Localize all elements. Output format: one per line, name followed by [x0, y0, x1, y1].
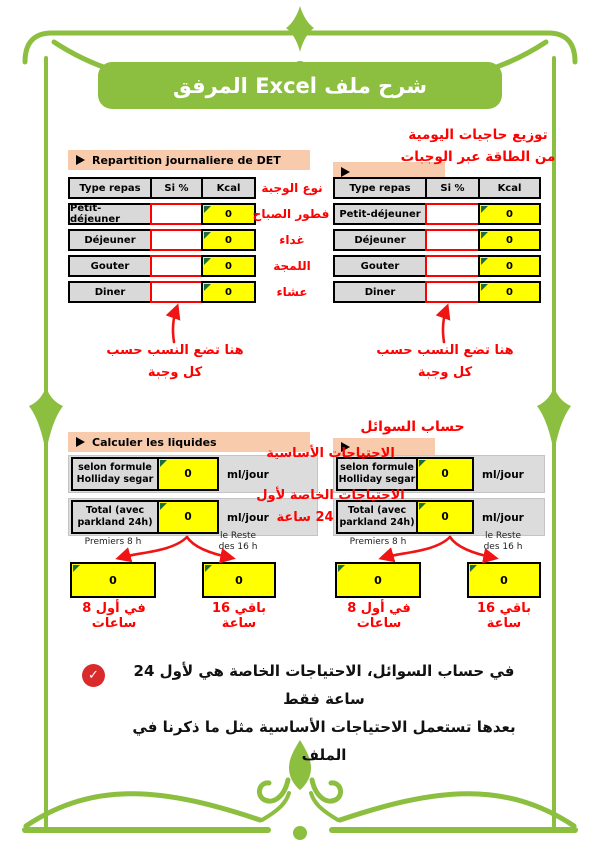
total-row-right: Total (avec parkland 24h) 0 ml/jour	[333, 498, 545, 536]
table-header-row	[68, 177, 256, 199]
formula-corner-icon	[419, 460, 426, 467]
formula-corner-icon	[204, 284, 211, 291]
table-row: Déjeuner 0	[333, 229, 541, 251]
annotation-percent-right: هنا تضع النسب حسب كل وجبة	[376, 343, 514, 380]
kcal-cell: 0	[201, 255, 256, 277]
holliday-row-left: selon formule Holliday segar 0 ml/jour	[68, 455, 318, 493]
footer-note: في حساب السوائل، الاحتياجات الخاصة هي لأول 24 ساعة فقط بعدها تستعمل الاحتياجات الأساسية مثل ما ذكرنا في الملف	[132, 662, 516, 764]
annotation-lunch: غداء	[279, 233, 305, 247]
formula-corner-icon	[160, 503, 167, 510]
si-input-cell	[425, 229, 480, 251]
si-input-cell	[425, 203, 480, 225]
arrow-bullet-icon	[76, 155, 85, 165]
formula-corner-icon	[419, 503, 426, 510]
table-row: Gouter 0	[68, 255, 256, 277]
annotation-rest-16h: باقي 16 ساعة	[211, 601, 267, 631]
section-header-repartition-left: Repartition journaliere de DET	[68, 150, 310, 170]
formula-corner-icon	[204, 206, 211, 213]
section-header-liquides-left: Calculer les liquides	[68, 432, 310, 452]
kcal-cell: 0	[201, 229, 256, 251]
first-8h-value-box: 0	[335, 562, 421, 598]
kcal-cell: 0	[478, 255, 541, 277]
col-si: Si %	[150, 177, 203, 199]
formula-corner-icon	[204, 258, 211, 265]
first-8h-value-box: 0	[70, 562, 156, 598]
annotation-meal-type: نوع الوجبة	[261, 181, 323, 195]
table-row: Petit-déjeuner 0	[68, 203, 256, 225]
value-cell: 0	[416, 457, 474, 491]
annotation-basic-needs: الاحتياجات الأساسية	[266, 446, 395, 461]
kcal-cell: 0	[478, 229, 541, 251]
holliday-row-right: selon formule Holliday segar 0 ml/jour	[333, 455, 545, 493]
formula-corner-icon	[204, 232, 211, 239]
formula-corner-icon	[481, 284, 488, 291]
annotation-breakfast: فطور الصباح	[252, 207, 330, 221]
col-si: Si %	[425, 177, 480, 199]
formula-corner-icon	[481, 232, 488, 239]
table-row: Diner 0	[333, 281, 541, 303]
annotation-first-8h: في أول 8 ساعات	[82, 601, 146, 631]
formula-corner-icon	[160, 460, 167, 467]
si-input-cell	[150, 229, 203, 251]
kcal-cell: 0	[201, 281, 256, 303]
formula-corner-icon	[73, 565, 80, 572]
si-input-cell	[425, 281, 480, 303]
table-row: Déjeuner 0	[68, 229, 256, 251]
si-input-cell	[150, 203, 203, 225]
checkmark-icon: ✓	[82, 664, 105, 687]
repartition-table-right	[333, 177, 541, 307]
annotation-rest-16h: باقي 16 ساعة	[476, 601, 532, 631]
rest-16h-value-box: 0	[467, 562, 541, 598]
col-kcal: Kcal	[478, 177, 541, 199]
table-row: Diner 0	[68, 281, 256, 303]
label-premiers-8h: Premiers 8 h	[84, 537, 142, 547]
si-input-cell	[150, 255, 203, 277]
label-premiers-8h: Premiers 8 h	[349, 537, 407, 547]
kcal-cell: 0	[201, 203, 256, 225]
formula-corner-icon	[481, 206, 488, 213]
label-reste-16h: le Reste des 16 h	[218, 531, 258, 552]
annotation-snack: اللمجة	[273, 259, 311, 273]
page-title-banner	[98, 62, 502, 109]
col-type-repas: Type repas	[333, 177, 427, 199]
formula-corner-icon	[205, 565, 212, 572]
value-cell: 0	[157, 457, 219, 491]
label-reste-16h: le Reste des 16 h	[483, 531, 523, 552]
col-kcal: Kcal	[201, 177, 256, 199]
table-header-row	[333, 177, 541, 199]
table-row: Petit-déjeuner 0	[333, 203, 541, 225]
total-row-left: Total (avec parkland 24h) 0 ml/jour	[68, 498, 318, 536]
annotation-first-8h: في أول 8 ساعات	[347, 601, 411, 631]
page-title: شرح ملف Excel المرفق	[172, 73, 428, 98]
si-input-cell	[425, 255, 480, 277]
arrow-bullet-icon	[341, 167, 350, 177]
value-cell: 0	[416, 500, 474, 534]
col-type-repas: Type repas	[68, 177, 152, 199]
kcal-cell: 0	[478, 281, 541, 303]
formula-corner-icon	[481, 258, 488, 265]
arrow-bullet-icon	[76, 437, 85, 447]
table-row: Gouter 0	[333, 255, 541, 277]
formula-corner-icon	[470, 565, 477, 572]
annotation-24h: 24 ساعة	[276, 510, 334, 525]
formula-corner-icon	[338, 565, 345, 572]
si-input-cell	[150, 281, 203, 303]
kcal-cell: 0	[478, 203, 541, 225]
repartition-table-left	[68, 177, 256, 307]
annotation-special-needs: الاحتياجات الخاصة لأول	[256, 488, 405, 503]
annotation-dinner: عشاء	[276, 285, 308, 299]
rest-16h-value-box: 0	[202, 562, 276, 598]
value-cell: 0	[157, 500, 219, 534]
annotation-daily-energy: توزيع حاجيات اليومية من الطاقة عبر الوجبات	[400, 127, 556, 165]
annotation-percent-left: هنا تضع النسب حسب كل وجبة	[106, 343, 244, 380]
annotation-liquid-calc: حساب السوائل	[360, 419, 465, 435]
